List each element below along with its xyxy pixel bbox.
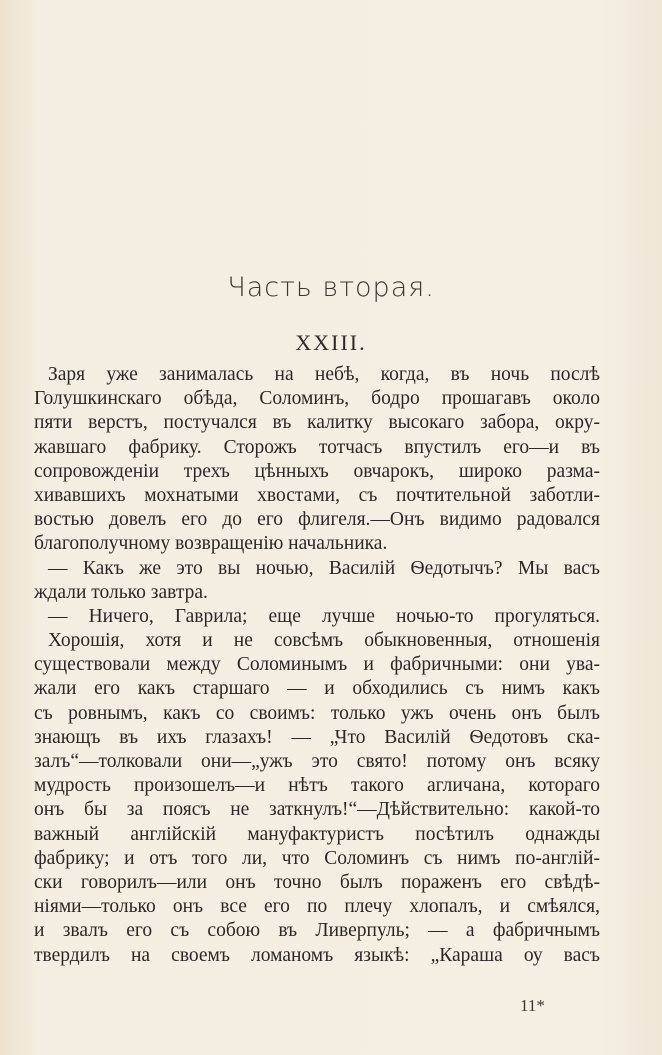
text-line: ски говорилъ—или онъ точно былъ пораженъ его свѣдѣ- [34, 871, 600, 893]
text-line: ждали только завтра. [34, 581, 208, 603]
text-line: хивавшихъ мохнатыми хвостами, съ почтительной заботли- [34, 484, 600, 506]
text-line: и звалъ его съ собою въ Ливерпуль; — а фабричнымъ [34, 920, 600, 942]
text-line: Хорошія, хотя и не совсѣмъ обыкновенныя, отношенія [48, 630, 600, 652]
page-number: 11* [520, 996, 545, 1015]
text-line: Голушкинскаго обѣда, Соломинъ, бодро прошагавъ около [34, 388, 600, 410]
text-line: — Какъ же это вы ночью, Василій Ѳедотычъ? Мы васъ [48, 557, 600, 579]
text-line: жали его какъ старшаго — и обходились съ нимъ какъ [34, 678, 600, 700]
chapter-number: XXIII. [295, 330, 367, 355]
text-line: пяти верстъ, постучался въ калитку высокаго забора, окру- [34, 412, 600, 434]
text-line: Заря уже занималась на небѣ, когда, въ ночь послѣ [48, 364, 600, 385]
text-line: — Ничего, Гаврила; еще лучше ночью-то прогуляться. [48, 605, 600, 627]
text-line: важный англійскій мануфактуристъ посѣтилъ однажды [34, 823, 600, 845]
text-line: твердилъ на своемъ ломаномъ языкѣ: „Караша оу васъ [34, 944, 600, 966]
text-line: востью довелъ его до его флигеля.—Онъ видимо радовался [34, 509, 600, 531]
text-line: мудрость произошелъ—и нѣтъ такого агличана, котораго [34, 775, 600, 797]
text-line: фабрику; и отъ того ли, что Соломинъ съ нимъ по-англій- [34, 847, 600, 869]
text-line: онъ бы за поясъ не заткнулъ!“—Дѣйствительно: какой-то [34, 799, 600, 821]
text-line: жавшаго фабрику. Сторожъ тотчасъ впустилъ его—и въ [34, 436, 600, 458]
text-line: знающъ въ ихъ глазахъ! — „Что Василій Ѳедотовъ ска- [34, 726, 600, 748]
text-line: залъ“—толковали они—„ужъ это свято! потому онъ всяку [34, 751, 600, 772]
body-text [34, 363, 600, 968]
part-title: Часть вторая. [227, 272, 435, 303]
text-line: ніями—только онъ все его по плечу хлопалъ, и смѣялся, [34, 896, 600, 918]
text-line: съ ровнымъ, какъ со своимъ: только ужъ очень онъ былъ [34, 702, 600, 724]
text-line: сопровожденіи трехъ цѣнныхъ овчарокъ, широко разма- [34, 460, 600, 482]
text-line: благополучному возвращенію начальника. [34, 533, 388, 555]
text-line: существовали между Соломинымъ и фабричными: они ува- [34, 654, 600, 676]
